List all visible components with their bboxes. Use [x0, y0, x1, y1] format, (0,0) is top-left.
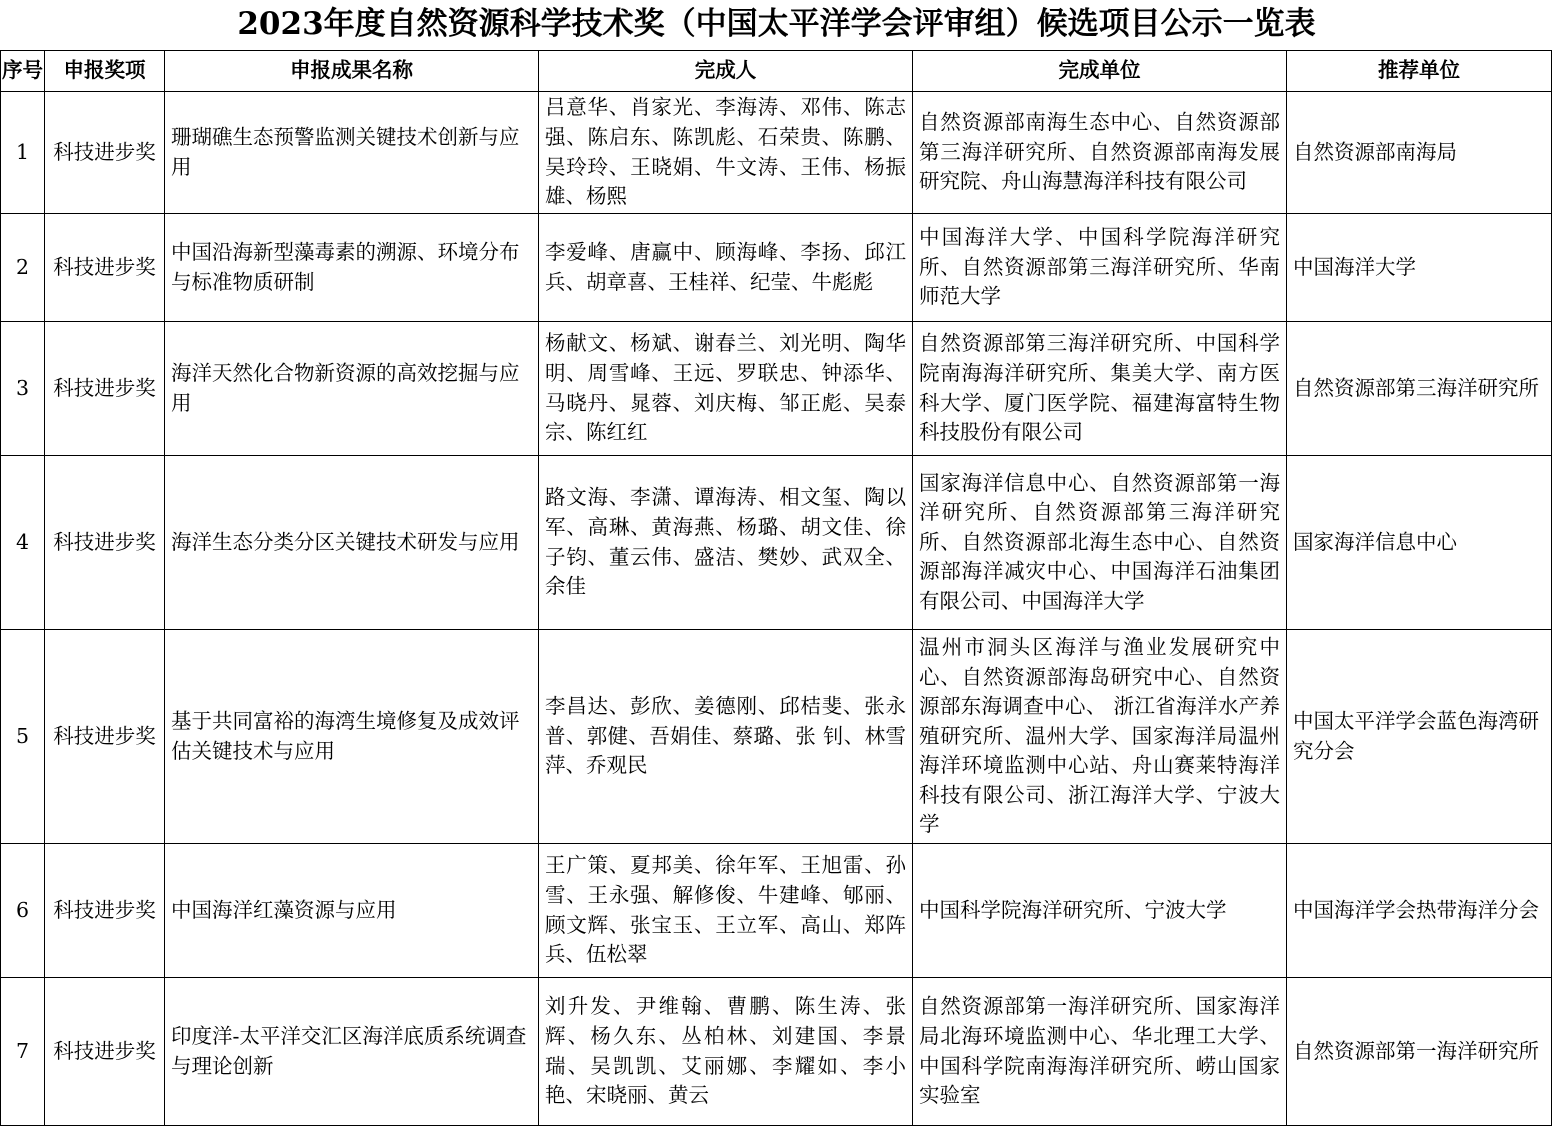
cell-seq: 5: [1, 630, 45, 844]
page-title: 2023年度自然资源科学技术奖（中国太平洋学会评审组）候选项目公示一览表: [237, 6, 1316, 42]
cell-award: 科技进步奖: [45, 844, 165, 978]
cell-name: 海洋生态分类分区关键技术研发与应用: [165, 456, 539, 630]
table-row: [1, 322, 1552, 456]
cell-units: 中国科学院海洋研究所、宁波大学: [913, 844, 1287, 978]
table-row: [1, 214, 1552, 322]
cell-people: 李爱峰、唐赢中、顾海峰、李扬、邱江兵、胡章喜、王桂祥、纪莹、牛彪彪: [539, 214, 913, 322]
table-row: [1, 844, 1552, 978]
cell-recommender: 自然资源部第一海洋研究所: [1287, 978, 1552, 1126]
cell-seq: 6: [1, 844, 45, 978]
table-row: [1, 630, 1552, 844]
cell-seq: 3: [1, 322, 45, 456]
cell-units: 温州市洞头区海洋与渔业发展研究中心、自然资源部海岛研究中心、自然资源部东海调查中心、 浙江省海洋水产养殖研究所、温州大学、国家海洋局温州海洋环境监测中心站、舟山赛莱特海洋科技有限公司、浙江海洋大学、宁波大学: [913, 630, 1287, 844]
header-recommender: 推荐单位: [1287, 51, 1552, 92]
cell-seq: 2: [1, 214, 45, 322]
cell-name: 中国海洋红藻资源与应用: [165, 844, 539, 978]
cell-award: 科技进步奖: [45, 978, 165, 1126]
cell-recommender: 中国太平洋学会蓝色海湾研究分会: [1287, 630, 1552, 844]
cell-units: 自然资源部南海生态中心、自然资源部第三海洋研究所、自然资源部南海发展研究院、舟山海慧海洋科技有限公司: [913, 92, 1287, 214]
cell-name: 珊瑚礁生态预警监测关键技术创新与应用: [165, 92, 539, 214]
cell-name: 印度洋-太平洋交汇区海洋底质系统调查与理论创新: [165, 978, 539, 1126]
cell-seq: 1: [1, 92, 45, 214]
cell-seq: 7: [1, 978, 45, 1126]
cell-recommender: 国家海洋信息中心: [1287, 456, 1552, 630]
header-name: 申报成果名称: [165, 51, 539, 92]
candidate-table: [0, 50, 1552, 1126]
cell-people: 王广策、夏邦美、徐年军、王旭雷、孙雪、王永强、解修俊、牛建峰、郇丽、顾文辉、张宝玉、王立军、高山、郑阵兵、伍松翠: [539, 844, 913, 978]
cell-award: 科技进步奖: [45, 456, 165, 630]
cell-name: 中国沿海新型藻毒素的溯源、环境分布与标准物质研制: [165, 214, 539, 322]
table-row: [1, 978, 1552, 1126]
cell-units: 自然资源部第三海洋研究所、中国科学院南海海洋研究所、集美大学、南方医科大学、厦门医学院、福建海富特生物科技股份有限公司: [913, 322, 1287, 456]
cell-name: 海洋天然化合物新资源的高效挖掘与应用: [165, 322, 539, 456]
header-award: 申报奖项: [45, 51, 165, 92]
table-row: [1, 92, 1552, 214]
cell-units: 自然资源部第一海洋研究所、国家海洋局北海环境监测中心、华北理工大学、 中国科学院南海海洋研究所、崂山国家实验室: [913, 978, 1287, 1126]
cell-award: 科技进步奖: [45, 322, 165, 456]
cell-award: 科技进步奖: [45, 630, 165, 844]
cell-units: 国家海洋信息中心、自然资源部第一海洋研究所、自然资源部第三海洋研究所、自然资源部北海生态中心、自然资源部海洋减灾中心、中国海洋石油集团有限公司、中国海洋大学: [913, 456, 1287, 630]
cell-award: 科技进步奖: [45, 92, 165, 214]
cell-award: 科技进步奖: [45, 214, 165, 322]
cell-units: 中国海洋大学、中国科学院海洋研究所、自然资源部第三海洋研究所、华南师范大学: [913, 214, 1287, 322]
cell-seq: 4: [1, 456, 45, 630]
cell-recommender: 自然资源部第三海洋研究所: [1287, 322, 1552, 456]
table-row: [1, 456, 1552, 630]
table-header-row: [1, 51, 1552, 92]
header-seq: 序号: [1, 51, 45, 92]
header-units: 完成单位: [913, 51, 1287, 92]
cell-people: 路文海、李潇、谭海涛、相文玺、陶以军、高琳、黄海燕、杨璐、胡文佳、徐子钧、董云伟、盛洁、樊妙、武双全、余佳: [539, 456, 913, 630]
cell-people: 李昌达、彭欣、姜德刚、邱桔斐、张永普、郭健、吾娟佳、蔡璐、张 钊、林雪萍、乔观民: [539, 630, 913, 844]
cell-recommender: 中国海洋大学: [1287, 214, 1552, 322]
cell-people: 刘升发、尹维翰、曹鹏、陈生涛、张辉、杨久东、丛柏林、刘建国、李景瑞、吴凯凯、艾丽娜、李耀如、李小艳、宋晓丽、黄云: [539, 978, 913, 1126]
cell-name: 基于共同富裕的海湾生境修复及成效评估关键技术与应用: [165, 630, 539, 844]
cell-people: 杨献文、杨斌、谢春兰、刘光明、陶华明、周雪峰、王远、罗联忠、钟添华、马晓丹、晁蓉、刘庆梅、邹正彪、吴泰宗、陈红红: [539, 322, 913, 456]
cell-recommender: 中国海洋学会热带海洋分会: [1287, 844, 1552, 978]
cell-people: 吕意华、肖家光、李海涛、邓伟、陈志强、陈启东、陈凯彪、石荣贵、陈鹏、吴玲玲、王晓娟、牛文涛、王伟、杨振雄、杨熙: [539, 92, 913, 214]
header-people: 完成人: [539, 51, 913, 92]
cell-recommender: 自然资源部南海局: [1287, 92, 1552, 214]
